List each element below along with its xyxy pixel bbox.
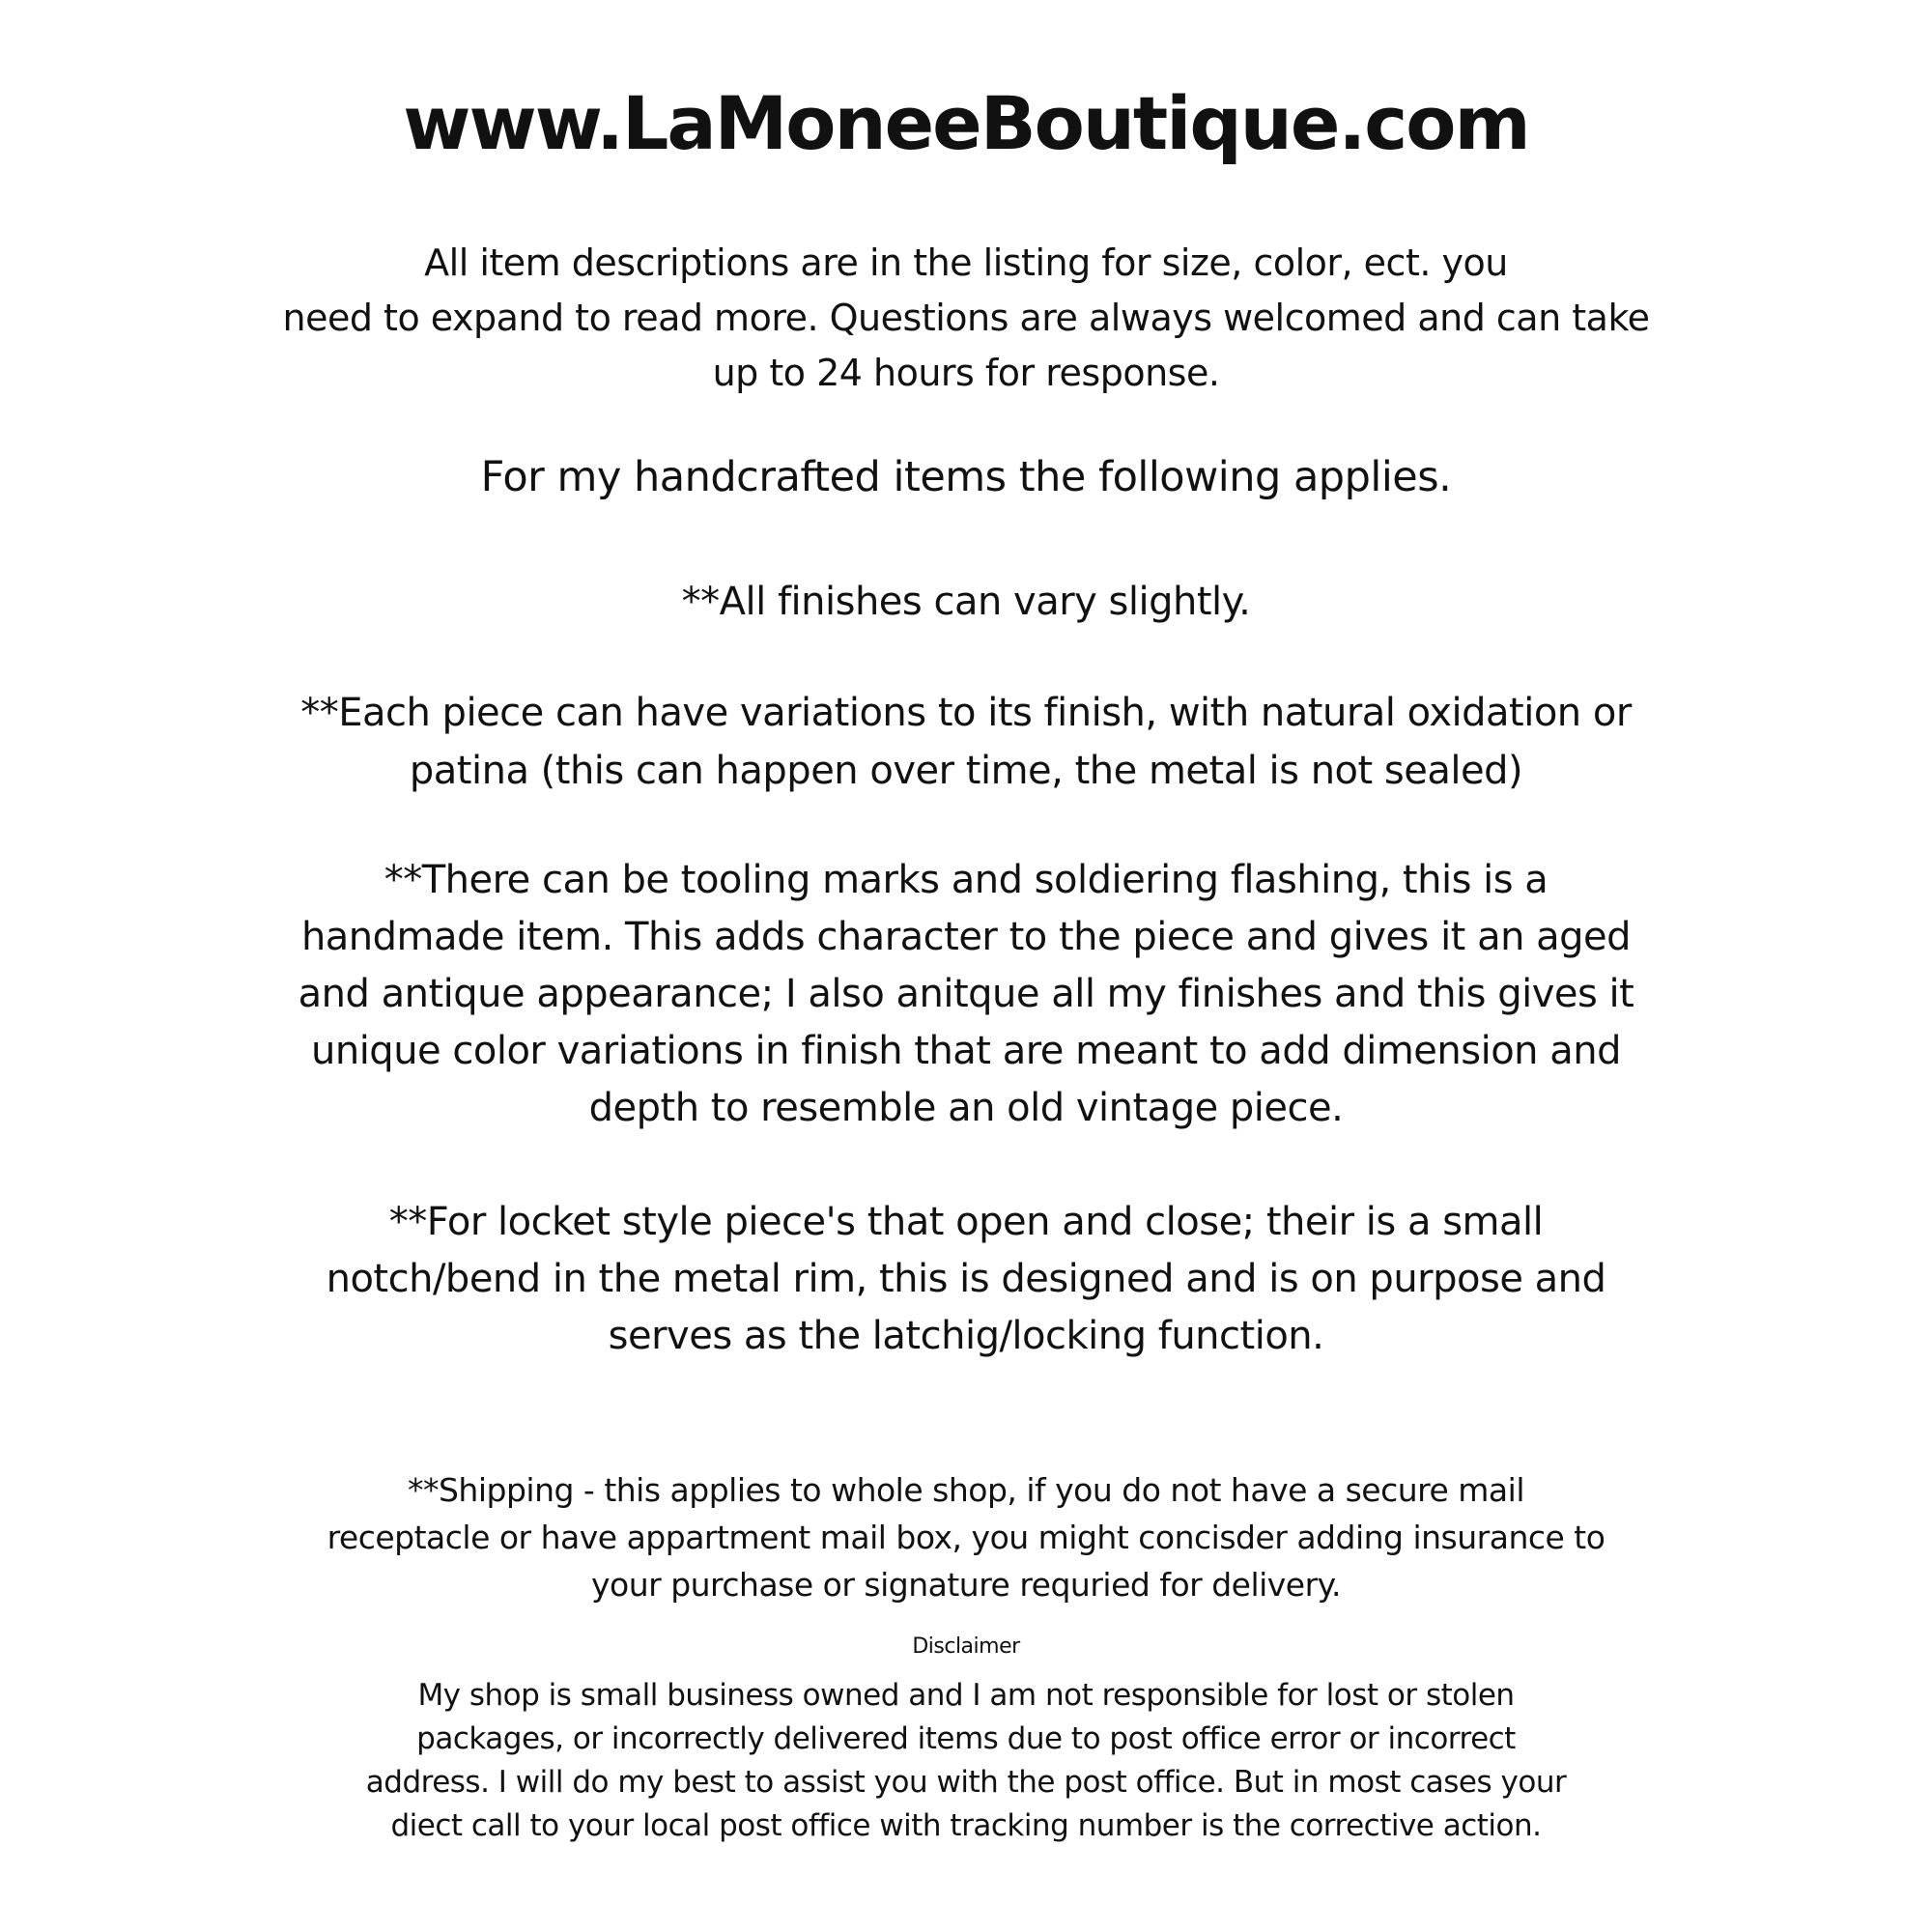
locket-note-line: **For locket style piece's that open and close; their is a small	[388, 1200, 1544, 1244]
locket-note	[0, 1194, 1932, 1365]
shipping-note-line: your purchase or signature requried for delivery.	[591, 1566, 1341, 1604]
variation-note	[0, 684, 1932, 800]
disclaimer-text	[0, 1674, 1932, 1848]
intro-line: All item descriptions are in the listing for size, color, ect. you	[424, 242, 1508, 284]
intro-line: up to 24 hours for response.	[712, 352, 1220, 394]
tooling-note-line: handmade item. This adds character to the piece and gives it an aged	[300, 915, 1632, 959]
disclaimer-heading-text: Disclaimer	[912, 1634, 1020, 1659]
tooling-note-line: depth to resemble an old vintage piece.	[588, 1086, 1344, 1130]
tooling-note-line: unique color variations in finish that are meant to add dimension and	[310, 1029, 1621, 1073]
shipping-note	[0, 1466, 1932, 1608]
disclaimer-line: address. I will do my best to assist you with the post office. But in most cases your	[365, 1765, 1567, 1800]
locket-note-line: serves as the latchig/locking function.	[608, 1314, 1324, 1358]
tooling-note-line: and antique appearance; I also anitque all my finishes and this gives it	[298, 972, 1634, 1016]
tooling-note	[0, 852, 1932, 1137]
shipping-note-line: receptacle or have appartment mail box, you might concisder adding insurance to	[327, 1519, 1605, 1556]
site-title	[0, 75, 1932, 172]
intro-line: need to expand to read more. Questions are always welcomed and can take	[282, 297, 1650, 339]
intro-paragraph	[0, 236, 1932, 401]
site-title-text: www.LaMoneeBoutique.com	[403, 80, 1529, 166]
tooling-note-line: **There can be tooling marks and soldiering flashing, this is a	[384, 858, 1548, 902]
finish-note	[0, 573, 1932, 631]
disclaimer-line: packages, or incorrectly delivered items due to post office error or incorrect	[416, 1721, 1516, 1756]
handcrafted-heading-text: For my handcrafted items the following applies.	[480, 453, 1452, 501]
variation-note-line: **Each piece can have variations to its finish, with natural oxidation or	[300, 691, 1632, 735]
locket-note-line: notch/bend in the metal rim, this is designed and is on purpose and	[326, 1257, 1606, 1301]
disclaimer-heading	[0, 1633, 1932, 1662]
disclaimer-line: diect call to your local post office with tracking number is the corrective action.	[390, 1808, 1542, 1843]
handcrafted-heading	[0, 446, 1932, 508]
shipping-note-line: **Shipping - this applies to whole shop, if you do not have a secure mail	[407, 1471, 1524, 1509]
finish-note-line: **All finishes can vary slightly.	[681, 580, 1251, 624]
disclaimer-line: My shop is small business owned and I am not responsible for lost or stolen	[417, 1678, 1515, 1713]
variation-note-line: patina (this can happen over time, the metal is not sealed)	[409, 749, 1523, 793]
